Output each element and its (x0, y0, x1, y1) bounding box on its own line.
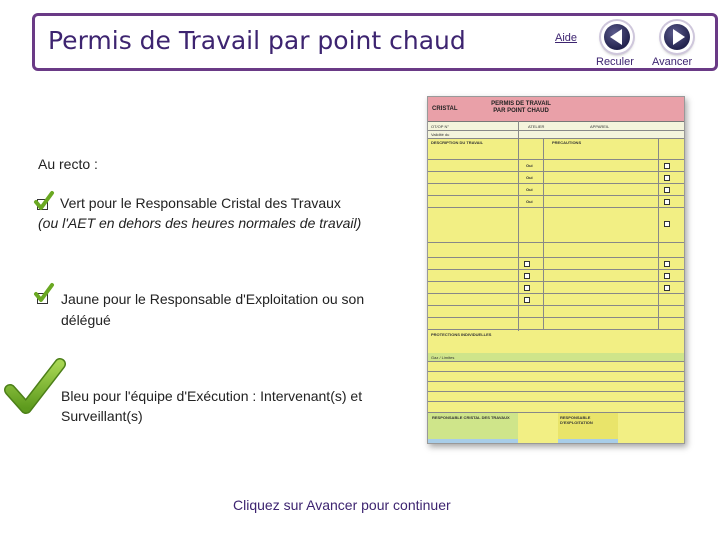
form-checkbox (664, 261, 670, 267)
form-vline (518, 121, 519, 331)
form-line (428, 293, 684, 294)
item-blue-line1: Bleu pour l'équipe d'Exécution : Intervenant(s) et (61, 388, 363, 404)
form-precautions: PRECAUTIONS (552, 140, 582, 145)
form-line (428, 412, 684, 413)
form-gas-header-band (428, 353, 684, 361)
item-green-line1: Vert pour le Responsable Cristal des Travaux (60, 195, 341, 211)
form-line (428, 207, 684, 208)
form-sig-exploitation: RESPONSABLE D'EXPLOITATION (560, 415, 593, 425)
item-yellow-line1: Jaune pour le Responsable d'Exploitation ou son (61, 291, 365, 307)
form-vline (658, 139, 659, 329)
form-blue-block (428, 439, 518, 444)
form-line (428, 257, 684, 258)
form-checkbox (664, 187, 670, 193)
form-line (428, 171, 684, 172)
back-button[interactable] (601, 21, 633, 53)
form-oui-3: Oui (526, 187, 533, 192)
form-oui-1: Oui (526, 163, 533, 168)
item-green-line2: (ou l'AET en dehors des heures normales de travail) (38, 215, 362, 231)
form-ot: OT/OP N° (431, 124, 449, 129)
form-line (428, 281, 684, 282)
form-checkbox (524, 261, 530, 267)
form-line (428, 269, 684, 270)
form-checkbox (664, 221, 670, 227)
form-line (428, 381, 684, 382)
form-line (428, 242, 684, 243)
form-sig-cristal: RESPONSABLE CRISTAL DES TRAVAUX (432, 415, 510, 420)
form-logo: CRISTAL (432, 106, 458, 112)
form-oui-4: Oui (526, 199, 533, 204)
item-blue-line2: Surveillant(s) (61, 408, 143, 424)
continue-instruction: Cliquez sur Avancer pour continuer (233, 497, 451, 513)
form-line (428, 329, 684, 330)
work-permit-form-image (427, 96, 685, 444)
form-line (428, 305, 684, 306)
form-line (428, 361, 684, 362)
form-line (428, 391, 684, 392)
form-appareil: APPAREIL (590, 124, 610, 129)
form-line (428, 401, 684, 402)
page-title: Permis de Travail par point chaud (48, 26, 466, 55)
form-checkbox (664, 163, 670, 169)
form-title-1: PERMIS DE TRAVAIL (491, 101, 551, 107)
recto-label: Au recto : (38, 156, 98, 172)
form-vline (543, 139, 544, 329)
form-checkbox (524, 273, 530, 279)
forward-button[interactable] (661, 21, 693, 53)
item-yellow-line2: délégué (61, 312, 111, 328)
back-label[interactable]: Reculer (596, 56, 634, 68)
form-line (428, 159, 684, 160)
green-check-icon-small (33, 190, 55, 212)
help-link[interactable]: Aide (555, 32, 578, 44)
form-line (428, 317, 684, 318)
triangle-right-icon (673, 29, 685, 45)
form-line (428, 371, 684, 372)
form-header (428, 97, 684, 122)
green-check-icon-small-2 (33, 282, 55, 304)
form-line (428, 138, 684, 139)
form-line (428, 183, 684, 184)
form-title-2: PAR POINT CHAUD (493, 108, 549, 114)
form-gaz: Gaz / Limites (431, 355, 455, 360)
form-atelier: ATELIER (528, 124, 545, 129)
form-checkbox (664, 175, 670, 181)
form-checkbox (664, 273, 670, 279)
forward-label[interactable]: Avancer (652, 56, 693, 68)
triangle-left-icon (610, 29, 622, 45)
form-checkbox (524, 297, 530, 303)
large-green-check-icon (4, 356, 66, 418)
form-checkbox (524, 285, 530, 291)
form-line (428, 195, 684, 196)
form-protections: PROTECTIONS INDIVIDUELLES (431, 332, 492, 337)
form-description: DESCRIPTION DU TRAVAIL (431, 140, 484, 145)
form-checkbox (664, 199, 670, 205)
form-blue-block-2 (558, 439, 618, 444)
form-validite: Validité du (431, 132, 450, 137)
form-oui-2: Oui (526, 175, 533, 180)
form-checkbox (664, 285, 670, 291)
form-line (428, 130, 684, 131)
